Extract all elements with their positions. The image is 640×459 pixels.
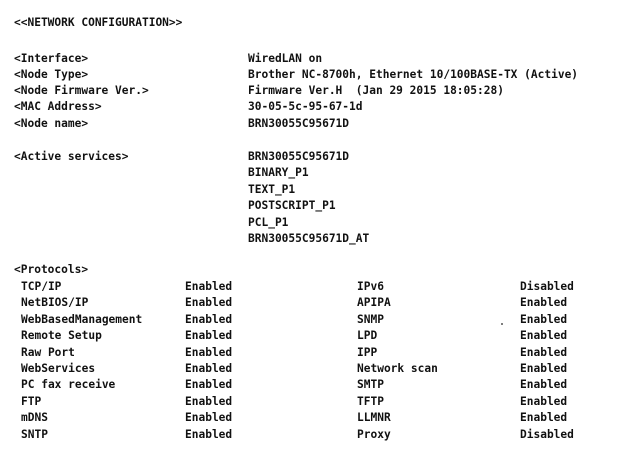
protocol-row <box>21 328 261 344</box>
protocol-name: TCP/IP <box>21 280 62 293</box>
protocol-row <box>357 410 597 426</box>
protocol-row <box>357 394 597 410</box>
protocol-state: Enabled <box>185 312 233 326</box>
protocol-state: Enabled <box>185 411 233 425</box>
protocols-label: <Protocols> <box>14 263 89 276</box>
service-item: POSTSCRIPT_P1 <box>248 199 336 213</box>
mac-address-label: <MAC Address> <box>14 100 102 113</box>
protocol-state: Enabled <box>520 312 568 326</box>
protocol-row <box>21 279 261 295</box>
protocol-state: Enabled <box>520 378 568 392</box>
protocol-name: TFTP <box>357 394 384 408</box>
protocol-row <box>357 279 597 295</box>
active-services-list <box>248 149 369 247</box>
interface-label: <Interface> <box>14 52 89 65</box>
print-speck <box>501 323 503 325</box>
protocol-name: APIPA <box>357 296 391 310</box>
protocol-name: mDNS <box>21 411 48 425</box>
protocol-name: SMTP <box>357 378 384 392</box>
node-name-label: <Node name> <box>14 117 89 130</box>
protocol-row <box>357 361 597 377</box>
protocol-row <box>357 377 597 393</box>
page-title: <<NETWORK CONFIGURATION>> <box>14 16 183 29</box>
protocols-left-column <box>21 279 261 443</box>
protocol-row <box>21 312 261 328</box>
firmware-value: Firmware Ver.H (Jan 29 2015 18:05:28) <box>248 84 504 97</box>
protocol-state: Disabled <box>520 280 574 293</box>
protocols-right-column <box>357 279 597 443</box>
node-type-label: <Node Type> <box>14 68 89 81</box>
node-name-value: BRN30055C95671D <box>248 117 350 130</box>
protocol-state: Enabled <box>185 427 233 441</box>
protocol-name: WebServices <box>21 361 96 375</box>
protocol-state: Enabled <box>185 361 233 375</box>
protocol-name: SNTP <box>21 427 48 441</box>
protocol-state: Enabled <box>185 378 233 392</box>
protocol-state: Enabled <box>520 329 568 343</box>
protocol-row <box>357 328 597 344</box>
protocol-name: IPP <box>357 345 378 359</box>
service-item: TEXT_P1 <box>248 182 296 196</box>
protocol-state: Enabled <box>520 361 568 375</box>
protocol-row <box>357 312 597 328</box>
protocol-name: PC fax receive <box>21 378 116 392</box>
protocol-state: Enabled <box>520 411 568 425</box>
protocol-name: LPD <box>357 329 378 343</box>
protocol-row <box>357 345 597 361</box>
protocol-row <box>21 361 261 377</box>
protocol-row <box>21 394 261 410</box>
protocol-name: Network scan <box>357 361 438 375</box>
mac-address-value: 30-05-5c-95-67-1d <box>248 100 363 113</box>
protocol-name: FTP <box>21 394 42 408</box>
protocol-row <box>21 410 261 426</box>
node-type-value: Brother NC-8700h, Ethernet 10/100BASE-TX (Active) <box>248 68 579 81</box>
protocol-row <box>21 345 261 361</box>
protocol-name: Raw Port <box>21 345 75 359</box>
protocol-name: Remote Setup <box>21 329 102 343</box>
protocol-name: SNMP <box>357 312 384 326</box>
active-services-label: <Active services> <box>14 150 129 163</box>
protocol-state: Enabled <box>520 296 568 310</box>
protocol-state: Enabled <box>185 329 233 343</box>
protocol-state: Enabled <box>185 296 233 310</box>
protocol-state: Enabled <box>520 394 568 408</box>
protocol-row <box>21 427 261 443</box>
protocol-row <box>21 295 261 311</box>
protocol-name: IPv6 <box>357 280 384 293</box>
service-item: BRN30055C95671D <box>248 150 350 163</box>
protocol-row <box>357 427 597 443</box>
service-item: BRN30055C95671D_AT <box>248 231 370 245</box>
protocol-name: WebBasedManagement <box>21 312 143 326</box>
protocol-state: Enabled <box>185 394 233 408</box>
firmware-label: <Node Firmware Ver.> <box>14 84 149 97</box>
protocol-name: LLMNR <box>357 411 391 425</box>
protocol-name: Proxy <box>357 427 391 441</box>
service-item: BINARY_P1 <box>248 166 309 180</box>
protocol-state: Disabled <box>520 427 574 441</box>
protocol-state: Enabled <box>185 280 233 293</box>
protocol-row <box>357 295 597 311</box>
protocol-row <box>21 377 261 393</box>
interface-value: WiredLAN on <box>248 52 323 65</box>
protocol-name: NetBIOS/IP <box>21 296 89 310</box>
protocol-state: Enabled <box>520 345 568 359</box>
service-item: PCL_P1 <box>248 215 289 229</box>
protocol-state: Enabled <box>185 345 233 359</box>
